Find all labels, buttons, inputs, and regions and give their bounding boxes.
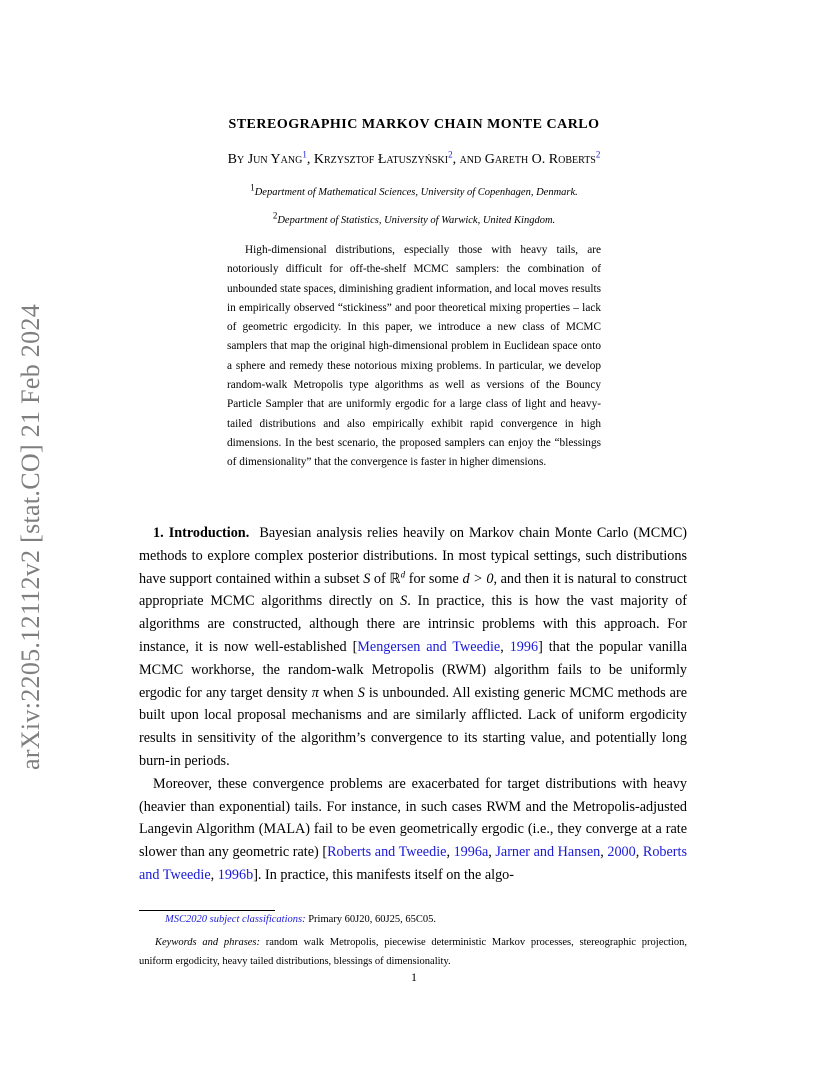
math-S: S [363,570,371,587]
math-S: S [357,684,365,701]
math-pi: π [311,684,319,701]
citation-link[interactable]: Roberts and Tweedie [327,844,447,861]
citation-year-link[interactable]: 2000 [607,844,636,861]
paper-title: STEREOGRAPHIC MARKOV CHAIN MONTE CARLO [228,117,600,132]
by-label: By [227,152,245,167]
msc-text: Primary 60J20, 60J25, 65C05. [305,914,436,925]
citation-year-link[interactable]: 1996a [453,844,489,861]
citation-year-link[interactable]: 1996 [509,638,539,655]
p2-text-3: , [488,844,496,861]
author-3: Gareth O. Roberts [484,152,596,167]
footnote-divider [139,910,275,911]
p1-text-7: ] that the popular vanilla MCMC workhorse, the random-walk Metropolis (RWM) algorithm fails to be uniformly ergodic for any target density [139,638,688,701]
page-number: 1 [411,970,417,984]
p2-text-7: ]. In practice, this manifests itself on the algo- [253,866,515,883]
author-1-affil-mark[interactable]: 1 [302,149,307,160]
citation-link[interactable]: Mengersen and Tweedie [357,638,501,655]
abstract [227,241,601,473]
math-S: S [400,593,408,610]
p1-text-3: for some [405,570,463,587]
intro-paragraph-1 [139,522,687,773]
section-heading: 1. Introduction. [153,525,250,541]
arxiv-identifier: arXiv:2205.12112v2 [stat.CO] 21 Feb 2024 [16,304,45,770]
introduction-section [139,522,687,887]
keywords-label: Keywords and phrases: [155,937,261,948]
p1-text-6: , [500,638,510,655]
affiliation-1-text: Department of Mathematical Sciences, University of Copenhagen, Denmark. [254,187,578,198]
p2-text-1: Moreover, these convergence problems are exacerbated for target distributions with heavy (heavier than exponential) tails. For instance, in such cases RWM and the Metropolis-adjusted Langevin Algorithm (MALA) fail to be even geometrically ergodic (i.e., they converge at a rate slower than any geometric rate) [ [139,775,687,861]
p1-text-4: , and then it is natural to construct appropriate MCMC algorithms directly on [139,570,687,610]
author-sep-1: , [306,152,314,167]
affiliation-1 [0,182,828,198]
p2-text-2: , [446,844,454,861]
p1-text-8: when [318,684,358,701]
author-sep-2: , and [452,152,485,167]
abstract-text: High-dimensional distributions, especially those with heavy tails, are notoriously difficult for off-the-shelf MCMC samplers: the combination of unbounded state spaces, diminishing gradient information, and local moves results in empirically observed “stickiness” and poor theoretical mixing properties – lack of geometric ergodicity. In this paper, we introduce a new class of MCMC samplers that map the original high-dimensional problem in Euclidean space onto a sphere and remedy these notorious mixing problems. In particular, we develop random-walk Metropolis type algorithms as well as versions of the Bouncy Particle Sampler that are uniformly ergodic for a large class of light and heavy-tailed distributions and also empirically exhibit rapid convergence in high dimensions. In the best scenario, the proposed samplers can enjoy the “blessings of dimensionality” that the convergence is faster in higher dimensions. [227,244,601,469]
keywords-footnote [139,933,687,971]
keywords-text: random walk Metropolis, piecewise deterministic Markov processes, stereographic projection, uniform ergodicity, heavy tailed distributions, blessings of dimensionality. [139,937,687,967]
math-d-exponent: d [400,568,406,579]
author-2: Krzysztof Łatuszyński [313,152,449,167]
author-3-affil-mark[interactable]: 2 [595,149,601,160]
p2-text-6: , [210,866,218,883]
author-1: Jun Yang [247,152,303,167]
affiliation-1-mark: 1 [250,182,255,193]
p1-text-5: . In practice, this is how the vast majority of algorithms are constructed, although there are intrinsic problems with this approach. For instance, it is now well-established [ [139,593,687,655]
intro-paragraph-2 [139,773,687,887]
msc-footnote [165,914,436,925]
author-2-affil-mark[interactable]: 2 [448,149,453,160]
author-line [0,149,828,168]
citation-year-link[interactable]: 1996b [217,866,254,883]
p1-text-2: of ℝ [370,570,401,587]
p2-text-4: , [600,844,608,861]
math-d-positive: d > 0 [462,570,494,587]
msc-label[interactable]: MSC2020 subject classifications: [165,914,306,925]
affiliation-2-mark: 2 [272,210,278,221]
affiliation-2-text: Department of Statistics, University of Warwick, United Kingdom. [277,215,556,226]
citation-link[interactable]: Jarner and Hansen [495,844,601,861]
p1-text-1: Bayesian analysis relies heavily on Markov chain Monte Carlo (MCMC) methods to explore complex posterior distributions. In most typical settings, such distributions have support contained within a subset [139,525,688,587]
p1-text-9: is unbounded. All existing generic MCMC methods are built upon local proposal mechanisms and are similarly afflicted. Lack of uniform ergodicity results in sensitivity of the algorithm’s convergence to its starting value, and potentially long burn-in periods. [139,684,688,769]
p2-text-5: , [635,844,643,861]
citation-link[interactable]: Roberts and Tweedie [139,844,687,883]
affiliation-2 [0,210,828,226]
